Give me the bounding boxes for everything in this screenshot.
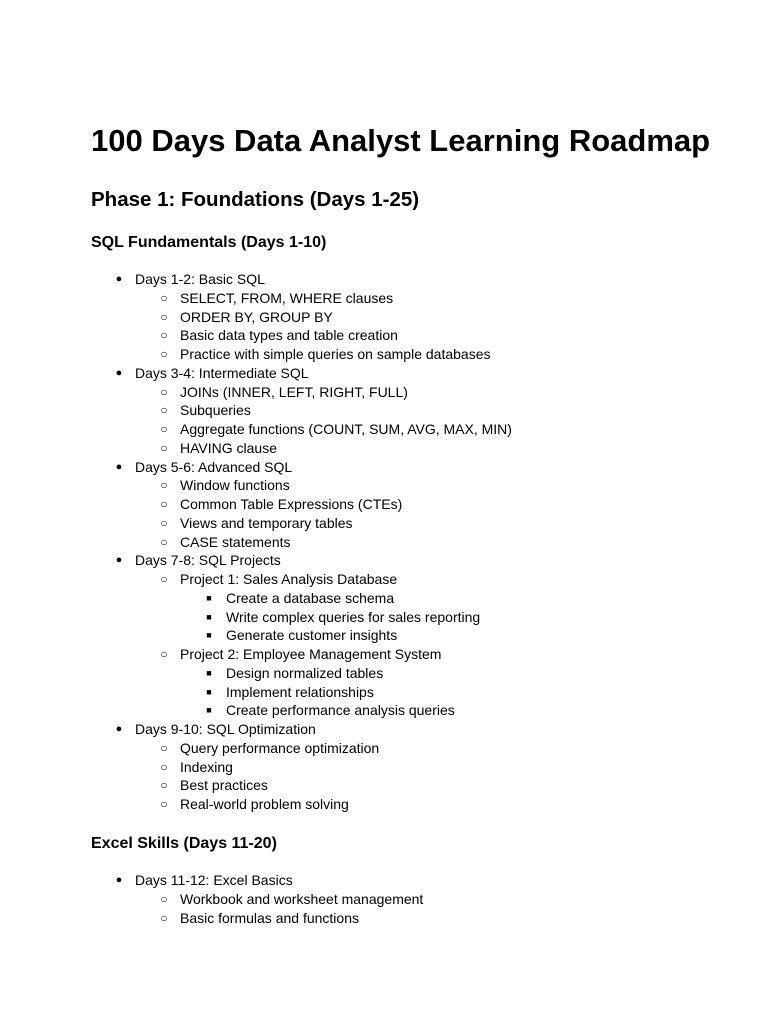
bullet-square-icon: ■	[206, 611, 212, 622]
excel-skills-list	[91, 871, 731, 927]
sub-item-label: Workbook and worksheet management	[180, 890, 424, 907]
sub-item-label: CASE statements	[180, 533, 291, 550]
sub-item-label: ORDER BY, GROUP BY	[180, 308, 333, 325]
bullet-circle-icon: ○	[160, 309, 168, 324]
bullet-square-icon: ■	[206, 705, 212, 716]
task-label: Design normalized tables	[226, 664, 384, 681]
list-item-label: Days 1-2: Basic SQL	[135, 271, 265, 287]
bullet-circle-icon: ○	[160, 891, 168, 906]
sub-item-label: SELECT, FROM, WHERE clauses	[180, 289, 394, 306]
sub-item-label: Best practices	[180, 777, 268, 794]
bullet-circle-icon: ○	[160, 534, 168, 549]
sub-item-label: Basic formulas and functions	[180, 909, 359, 926]
sub-item-label: Subqueries	[180, 402, 251, 419]
project-label: Project 2: Employee Management System	[180, 646, 442, 662]
bullet-circle-icon: ○	[160, 647, 168, 661]
sub-item-label: Window functions	[180, 477, 290, 494]
bullet-circle-icon: ○	[160, 440, 168, 455]
sql-fundamentals-heading: SQL Fundamentals (Days 1-10)	[91, 234, 327, 251]
bullet-circle-icon: ○	[160, 778, 168, 793]
bullet-circle-icon: ○	[160, 347, 168, 361]
task-label: Create a database schema	[226, 589, 395, 606]
list-item	[91, 270, 731, 364]
sub-item-label: HAVING clause	[180, 439, 277, 456]
list-item	[91, 458, 731, 552]
phase-1-heading: Phase 1: Foundations (Days 1-25)	[91, 188, 420, 211]
sub-item-label: Basic data types and table creation	[180, 327, 398, 344]
bullet-disc-icon: ●	[115, 460, 123, 473]
bullet-disc-icon: ●	[115, 366, 123, 379]
task-label: Create performance analysis queries	[226, 702, 455, 719]
bullet-circle-icon: ○	[160, 403, 168, 418]
bullet-square-icon: ■	[206, 667, 212, 678]
bullet-square-icon: ■	[206, 630, 212, 641]
bullet-circle-icon: ○	[160, 478, 168, 493]
list-item-label: Days 7-8: SQL Projects	[135, 552, 281, 569]
sub-item-label: Practice with simple queries on sample databases	[180, 346, 491, 362]
bullet-circle-icon: ○	[160, 759, 168, 774]
sql-fundamentals-list	[91, 270, 731, 814]
bullet-circle-icon: ○	[160, 422, 168, 436]
list-item-label: Days 11-12: Excel Basics	[135, 872, 293, 888]
list-item-label: Days 9-10: SQL Optimization	[135, 721, 316, 737]
task-label: Write complex queries for sales reporting	[226, 608, 481, 625]
excel-skills-heading: Excel Skills (Days 11-20)	[91, 835, 277, 852]
bullet-circle-icon: ○	[160, 910, 168, 925]
bullet-square-icon: ■	[206, 686, 212, 697]
bullet-circle-icon: ○	[160, 515, 168, 530]
bullet-disc-icon: ●	[115, 874, 123, 886]
list-item	[91, 551, 731, 720]
list-item	[91, 364, 731, 458]
bullet-square-icon: ■	[206, 592, 212, 603]
bullet-circle-icon: ○	[160, 740, 168, 755]
sub-item-label: Real-world problem solving	[180, 796, 349, 812]
bullet-circle-icon: ○	[160, 384, 168, 399]
sub-item-label: JOINs (INNER, LEFT, RIGHT, FULL)	[180, 383, 408, 400]
sub-item-label: Indexing	[180, 758, 233, 775]
bullet-circle-icon: ○	[160, 797, 168, 811]
bullet-disc-icon: ●	[115, 554, 123, 567]
list-item	[91, 720, 731, 814]
list-item-label: Days 5-6: Advanced SQL	[135, 458, 293, 475]
bullet-circle-icon: ○	[160, 328, 168, 343]
sub-item-label: Views and temporary tables	[180, 514, 353, 531]
sub-item-label: Query performance optimization	[180, 739, 380, 756]
list-item-label: Days 3-4: Intermediate SQL	[135, 364, 309, 381]
sub-item-label: Aggregate functions (COUNT, SUM, AVG, MAX, MIN)	[180, 421, 512, 437]
bullet-circle-icon: ○	[160, 497, 168, 511]
bullet-circle-icon: ○	[160, 290, 168, 305]
list-item	[91, 871, 731, 927]
bullet-circle-icon: ○	[160, 572, 168, 586]
document-title: 100 Days Data Analyst Learning Roadmap	[91, 123, 711, 158]
task-label: Generate customer insights	[226, 627, 398, 644]
bullet-disc-icon: ●	[115, 723, 123, 735]
sub-item-label: Common Table Expressions (CTEs)	[180, 496, 403, 512]
project-label: Project 1: Sales Analysis Database	[180, 571, 398, 587]
bullet-disc-icon: ●	[115, 273, 123, 285]
task-label: Implement relationships	[226, 683, 374, 700]
